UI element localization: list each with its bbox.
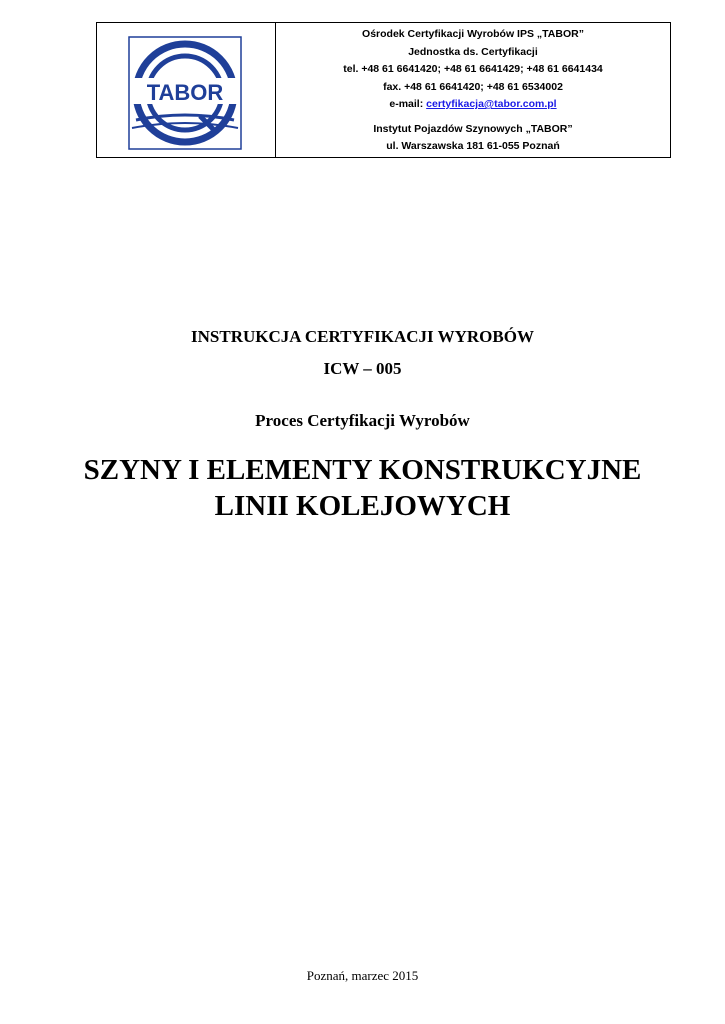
email-label: e-mail: [389,98,427,110]
fax-numbers: fax. +48 61 6641420; +48 61 6534002 [383,80,563,93]
institute-name: Instytut Pojazdów Szynowych „TABOR” [373,122,573,135]
email-line [276,96,670,114]
instruction-title: INSTRUKCJA CERTYFIKACJI WYROBÓW [191,327,534,346]
main-title-line-1: SZYNY I ELEMENTY KONSTRUKCYJNE [83,454,642,486]
organization-info [276,23,670,157]
tabor-logo [128,36,242,150]
main-title-line-2: LINII KOLEJOWYCH [214,490,511,522]
main-title [0,452,725,524]
logo-text: TABOR [146,80,224,105]
document-code: ICW – 005 [323,359,402,378]
process-title: Proces Certyfikacji Wyrobów [255,411,470,430]
institute-address: ul. Warszawska 181 61-055 Poznań [386,140,560,152]
org-name: Ośrodek Certyfikacji Wyrobów IPS „TABOR” [362,28,584,40]
place-date: Poznań, marzec 2015 [306,968,419,983]
tabor-logo-graphic [128,36,242,150]
unit-name: Jednostka ds. Certyfikacji [408,45,538,58]
phone-numbers: tel. +48 61 6641420; +48 61 6641429; +48 61 6641434 [343,63,603,75]
email-link[interactable]: certyfikacja@tabor.com.pl [426,98,557,110]
logo-cell [97,23,276,157]
header-table [96,22,671,158]
